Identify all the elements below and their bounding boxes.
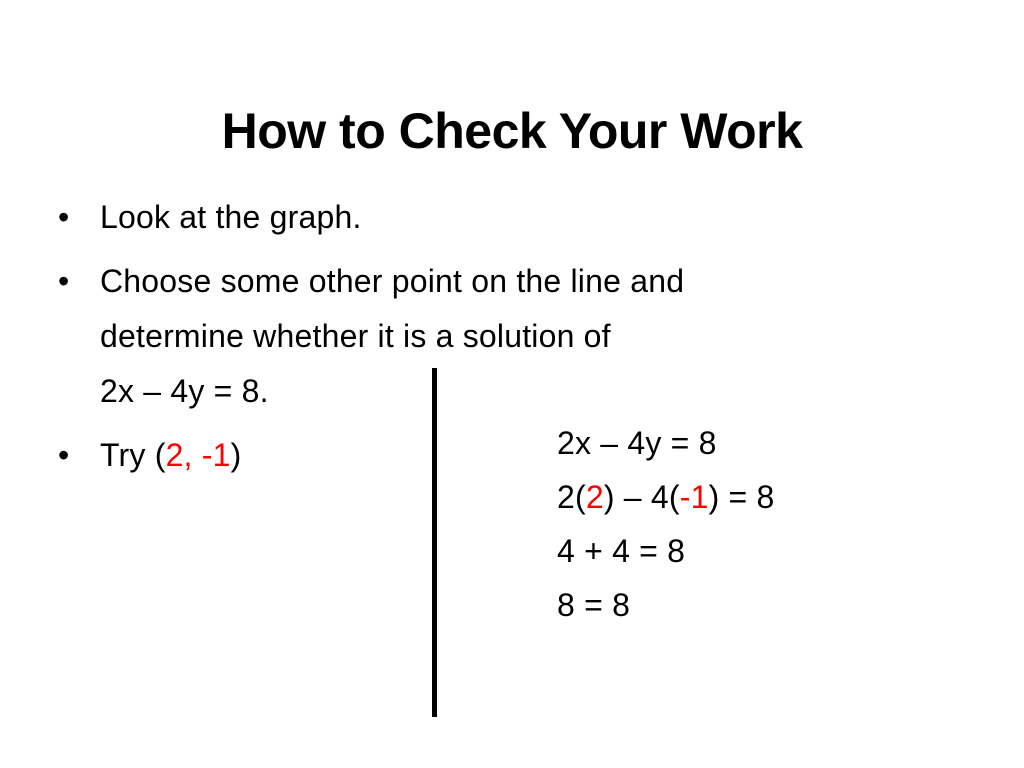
bullet-text-line: Choose some other point on the line and	[100, 263, 685, 299]
substituted-y-value: -1	[679, 479, 709, 515]
equation-text: 2x – 4y = 8.	[100, 373, 269, 409]
slide-title: How to Check Your Work	[221, 102, 803, 159]
substitution-work	[557, 416, 775, 632]
vertical-divider	[432, 368, 437, 717]
work-text: ) = 8	[708, 479, 775, 515]
work-line-substitution	[557, 470, 775, 524]
work-line-result: 8 = 8	[557, 587, 631, 623]
try-label-close: )	[230, 437, 242, 473]
try-label: Try (	[100, 437, 166, 473]
test-point: 2, -1	[165, 437, 231, 473]
substituted-x-value: 2	[585, 479, 604, 515]
bullet-item	[58, 190, 898, 245]
work-text: ) – 4(	[603, 479, 680, 515]
bullet-item	[58, 254, 898, 419]
work-line-equation: 2x – 4y = 8	[557, 425, 717, 461]
work-line-simplify: 4 + 4 = 8	[557, 533, 686, 569]
work-text: 2(	[557, 479, 586, 515]
bullet-text: Look at the graph.	[100, 199, 362, 235]
bullet-dot-icon: •	[58, 437, 70, 473]
bullet-dot-icon: •	[58, 199, 70, 235]
bullet-text-line: determine whether it is a solution of	[100, 318, 611, 354]
bullet-dot-icon: •	[58, 263, 70, 299]
